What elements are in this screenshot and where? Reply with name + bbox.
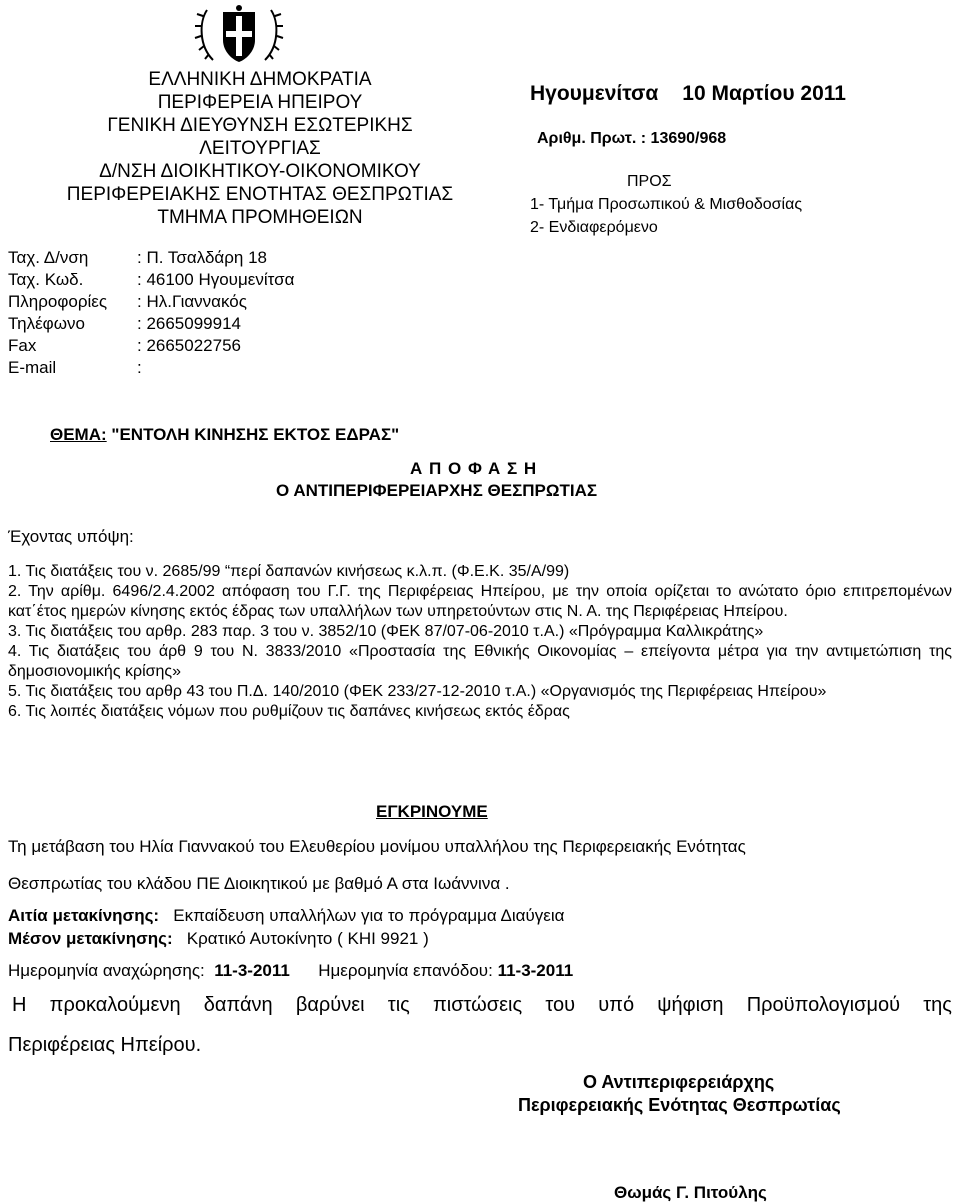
reason-row: [8, 906, 564, 926]
header-line-6: ΠΕΡΙΦΕΡΕΙΑΚΗΣ ΕΝΟΤΗΤΑΣ ΘΕΣΠΡΩΤΙΑΣ: [66, 184, 454, 205]
expense-word: προκαλούμενη: [49, 994, 181, 1016]
contact-label: Ταχ. Κωδ.: [8, 270, 84, 289]
contact-row: [8, 247, 267, 269]
return-value: 11-3-2011: [497, 961, 574, 980]
expense-word: υπό: [598, 994, 635, 1016]
reason-label: Αιτία μετακίνησης:: [8, 906, 160, 925]
approve-heading: ΕΓΚΡΙΝΟΥΜΕ: [376, 802, 488, 821]
expense-word: της: [923, 994, 952, 1016]
contact-label: Ταχ. Δ/νση: [8, 248, 89, 267]
header-line-3: ΓΕΝΙΚΗ ΔΙΕΥΘΥΝΣΗ ΕΣΩΤΕΡΙΚΗΣ: [107, 115, 413, 136]
considerations-list: [8, 562, 952, 722]
means-label: Μέσον μετακίνησης:: [8, 929, 173, 948]
place-name: Ηγουμενίτσα: [530, 82, 659, 105]
dates-row: [8, 961, 573, 981]
reason-value: Εκπαίδευση υπαλλήλων για το πρόγραμμα Διαύγεια: [173, 906, 565, 925]
decision-title: Α Π Ο Φ Α Σ Η: [410, 459, 538, 478]
recipient-2: 2- Ενδιαφερόμενο: [530, 219, 658, 236]
contact-row: [8, 357, 142, 379]
expense-line-2: Περιφέρειας Ηπείρου.: [8, 1034, 202, 1056]
expense-word: Προϋπολογισμού: [746, 994, 901, 1016]
to-label: ΠΡΟΣ: [627, 173, 672, 190]
subject-text: "ΕΝΤΟΛΗ ΚΙΝΗΣΗΣ ΕΚΤΟΣ ΕΔΡΑΣ": [106, 425, 400, 444]
contact-value: : 2665022756: [137, 336, 241, 355]
protocol-number: Αριθμ. Πρωτ. : 13690/968: [537, 130, 727, 147]
document-date: 10 Μαρτίου 2011: [682, 82, 846, 105]
header-line-5: Δ/ΝΣΗ ΔΙΟΙΚΗΤΙΚΟΥ-ΟΙΚΟΝΟΜΙΚΟΥ: [99, 161, 421, 182]
departure-value: 11-3-2011: [214, 961, 290, 980]
expense-word: ψήφιση: [657, 994, 724, 1016]
contact-value: : Π. Τσαλδάρη 18: [137, 248, 267, 267]
consideration-6: 6. Τις λοιπές διατάξεις νόμων που ρυθμίζουν τις δαπάνες κινήσεως εκτός έδρας: [8, 703, 570, 720]
return-label: Ημερομηνία επανόδου:: [318, 961, 493, 980]
expense-word: Η: [12, 994, 27, 1016]
contact-row: [8, 269, 294, 291]
contact-value: :: [137, 358, 142, 377]
departure-label: Ημερομηνία αναχώρησης:: [8, 961, 205, 980]
signature-title-1: Ο Αντιπεριφερειάρχης: [583, 1072, 775, 1092]
contact-label: Πληροφορίες: [8, 292, 108, 311]
consideration-4: 4. Τις διατάξεις του άρθ 9 του Ν. 3833/2010 «Προστασία της Εθνικής Οικονομίας – επείγοντα μέτρα για την αντιμετώπιση της δημοσιονομικής κρίσης»: [8, 643, 952, 680]
recipient-1: 1- Τμήμα Προσωπικού & Μισθοδοσίας: [530, 196, 803, 213]
contact-value: : Ηλ.Γιαννακός: [137, 292, 247, 311]
signature-name: Θωμάς Γ. Πιτούλης: [614, 1183, 767, 1202]
body-line-2: Θεσπρωτίας του κλάδου ΠΕ Διοικητικού με βαθμό Α στα Ιωάννινα .: [8, 874, 510, 893]
contact-row: [8, 335, 241, 357]
subject-line: [50, 425, 399, 445]
means-row: [8, 929, 429, 949]
place-date: [530, 82, 846, 106]
consideration-3: 3. Τις διατάξεις του αρθρ. 283 παρ. 3 του ν. 3852/10 (ΦΕΚ 87/07-06-2010 τ.Α.) «Πρόγραμμα Καλλικράτης»: [8, 623, 764, 640]
contact-row: [8, 313, 241, 335]
header-line-1: ΕΛΛΗΝΙΚΗ ΔΗΜΟΚΡΑΤΙΑ: [148, 69, 372, 90]
expense-word: τις: [387, 994, 410, 1016]
contact-row: [8, 291, 247, 313]
consideration-2: 2. Την αρίθμ. 6496/2.4.2002 απόφαση του Γ.Γ. της Περιφέρειας Ηπείρου, με την οποία ορίζεται το ανώτατο όριο επιτρεπομένων κατ΄έτος ημερών κίνησης εκτός έδρας των υπαλλήλων των υπηρετούντων στις Ν. Α. της Περιφέρειας Ηπείρου.: [8, 583, 952, 620]
expense-word: βαρύνει: [295, 994, 365, 1016]
having-regard: Έχοντας υπόψη:: [8, 527, 134, 546]
consideration-5: 5. Τις διατάξεις του αρθρ 43 του Π.Δ. 140/2010 (ΦΕΚ 233/27-12-2010 τ.Α.) «Οργανισμός της Περιφέρειας Ηπείρου»: [8, 683, 827, 700]
header-line-4: ΛΕΙΤΟΥΡΓΙΑΣ: [199, 138, 321, 159]
decision-issuer: Ο ΑΝΤΙΠΕΡΙΦΕΡΕΙΑΡΧΗΣ ΘΕΣΠΡΩΤΙΑΣ: [276, 481, 598, 500]
contact-label: Fax: [8, 336, 37, 355]
means-value: Κρατικό Αυτοκίνητο ( ΚΗΙ 9921 ): [186, 929, 429, 948]
expense-word: του: [545, 994, 576, 1016]
header-line-2: ΠΕΡΙΦΕΡΕΙΑ ΗΠΕΙΡΟΥ: [157, 92, 363, 113]
contact-label: Τηλέφωνο: [8, 314, 85, 333]
signature-title-2: Περιφερειακής Ενότητας Θεσπρωτίας: [518, 1095, 841, 1115]
header-line-7: ΤΜΗΜΑ ΠΡΟΜΗΘΕΙΩΝ: [157, 207, 363, 228]
contact-value: : 46100 Ηγουμενίτσα: [137, 270, 295, 289]
contact-label: E-mail: [8, 358, 57, 377]
contact-value: : 2665099914: [137, 314, 241, 333]
greek-emblem-icon: [193, 2, 285, 68]
expense-line-1: [12, 994, 952, 1017]
consideration-1: 1. Τις διατάξεις του ν. 2685/99 “περί δαπανών κινήσεως κ.λ.π. (Φ.Ε.Κ. 35/Α/99): [8, 563, 570, 580]
expense-word: πιστώσεις: [432, 994, 523, 1016]
subject-label: ΘΕΜΑ:: [50, 425, 107, 444]
body-line-1: Τη μετάβαση του Ηλία Γιαννακού του Ελευθερίου μονίμου υπαλλήλου της Περιφερειακής Ενότητας: [8, 837, 746, 856]
expense-word: δαπάνη: [203, 994, 273, 1016]
